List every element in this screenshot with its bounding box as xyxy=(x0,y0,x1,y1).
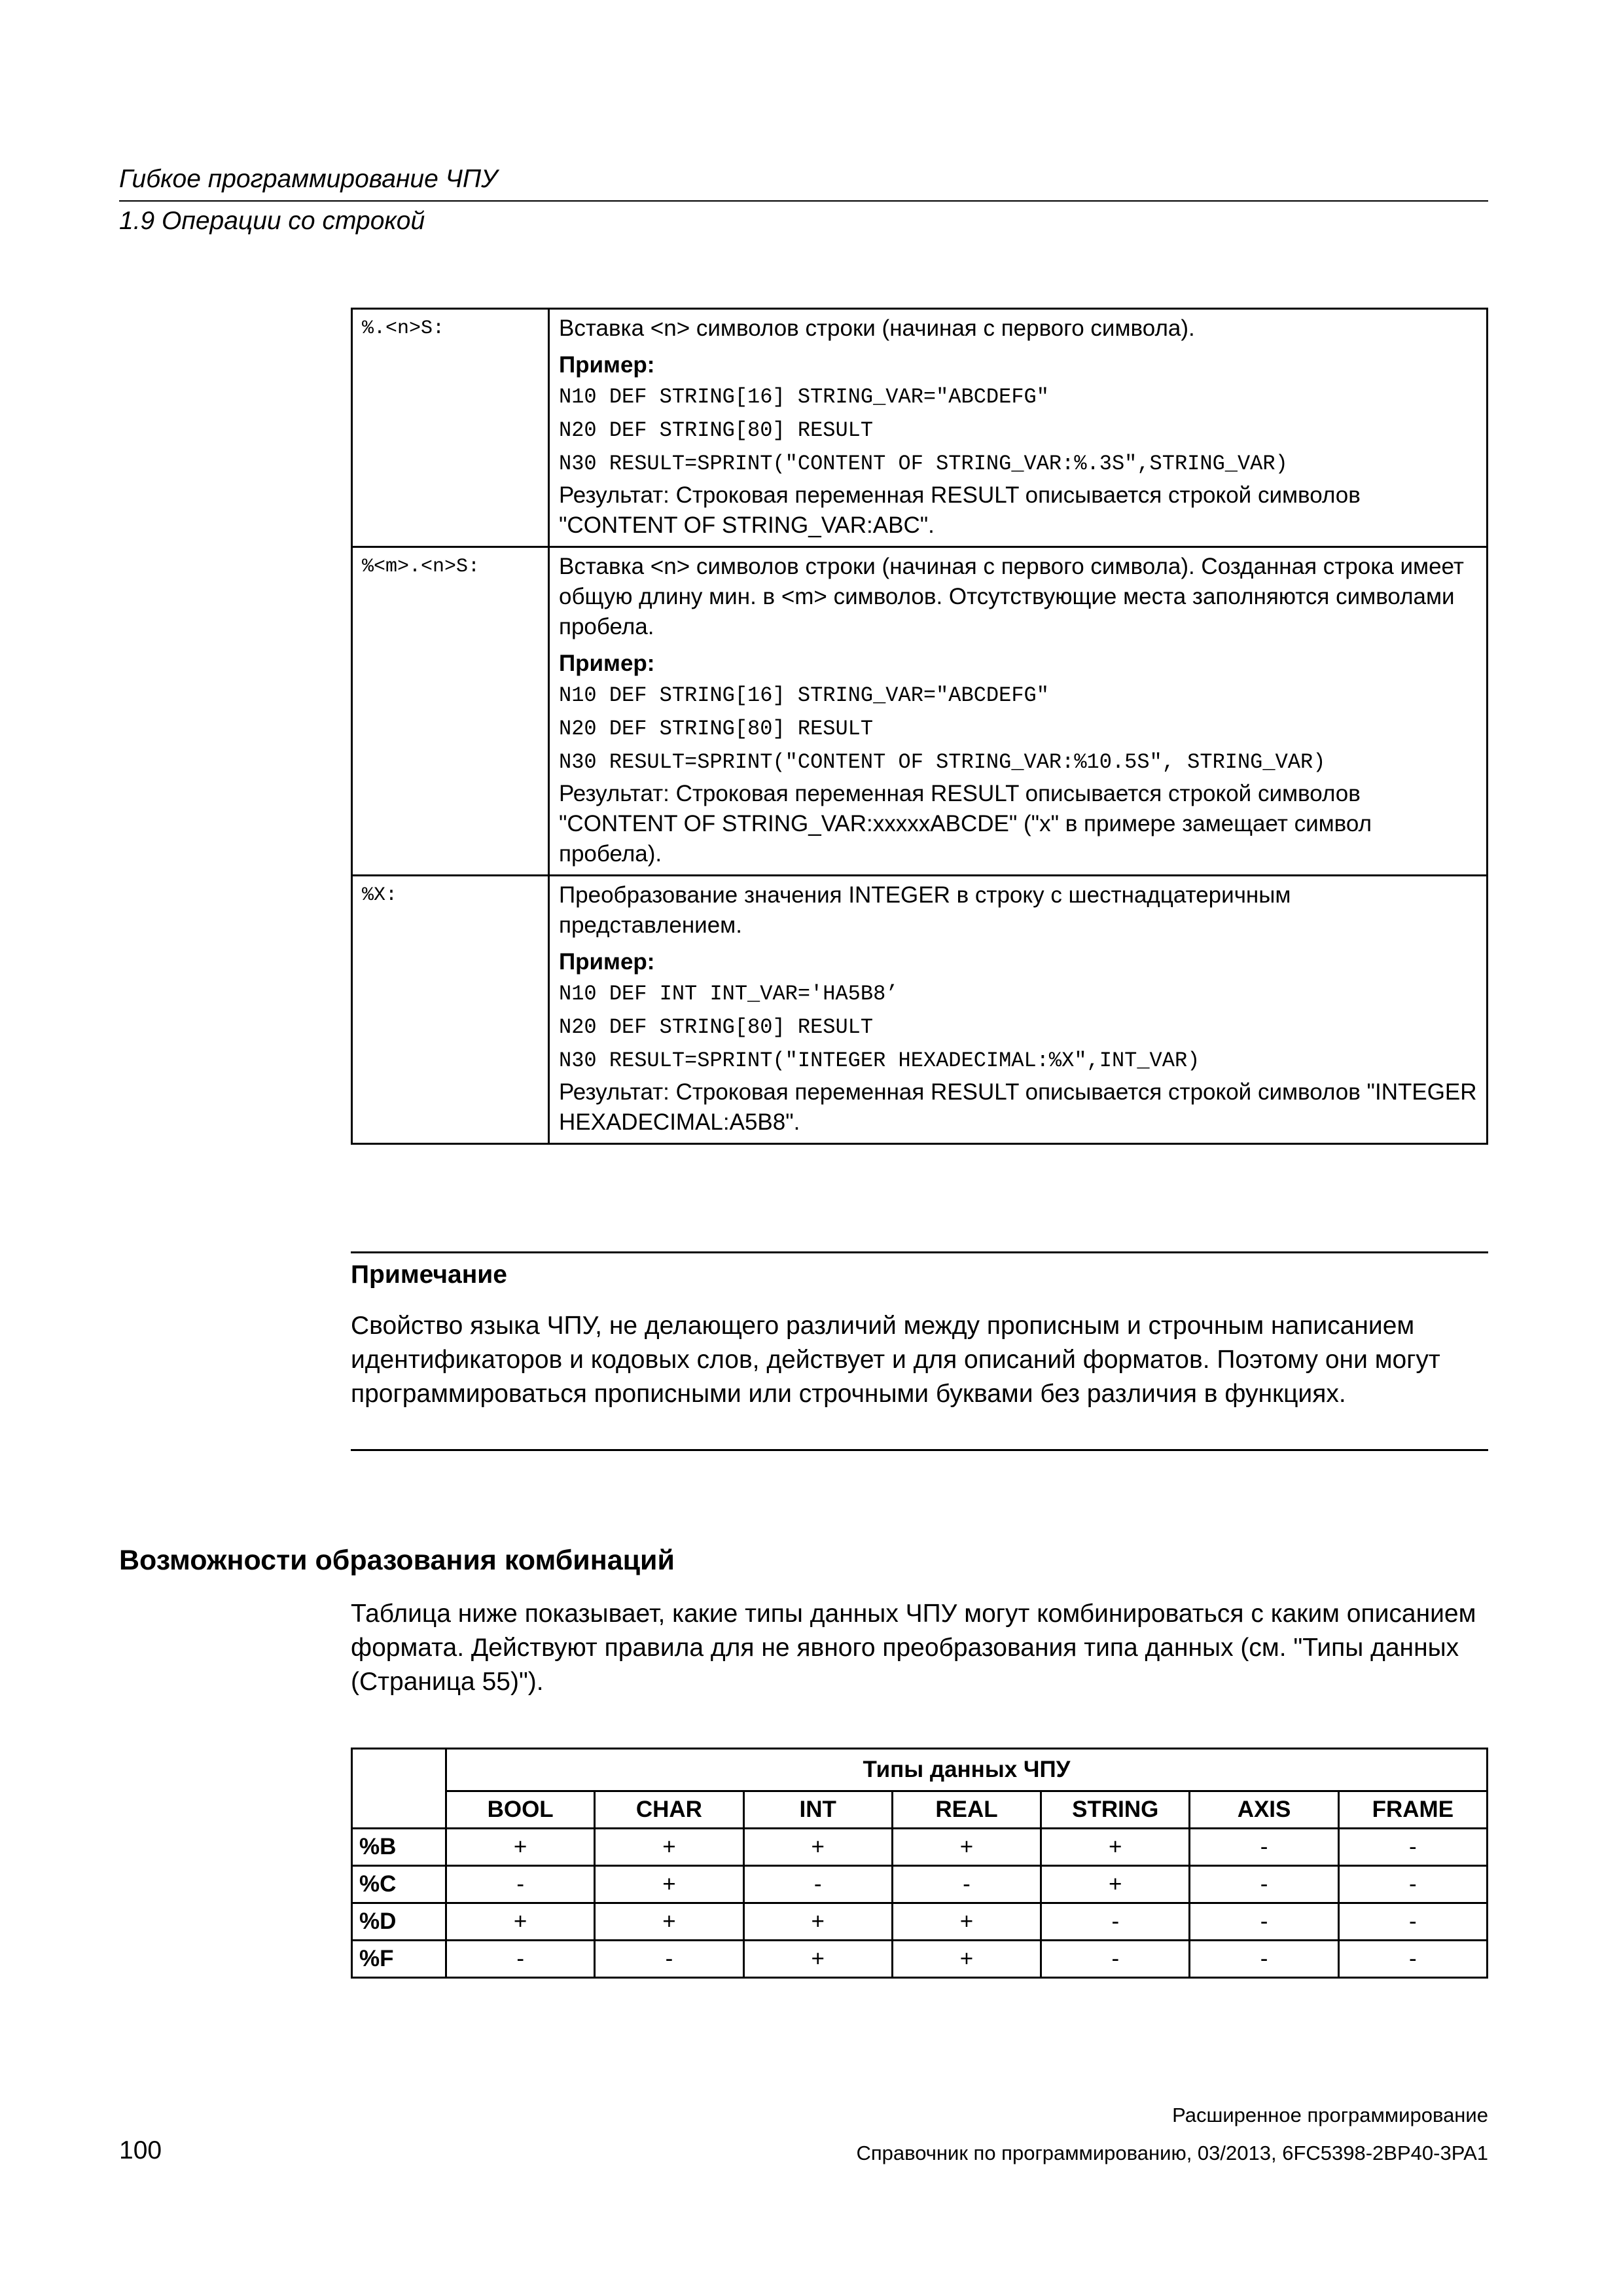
result-text: Результат: Строковая переменная RESULT описывается строкой символов "CONTENT OF STRING_VAR:ABC". xyxy=(559,482,1361,538)
code-line: N10 DEF STRING[16] STRING_VAR="ABCDEFG" xyxy=(559,385,1049,409)
table-cell: + xyxy=(892,1903,1041,1941)
running-header-title: Гибкое программирование ЧПУ xyxy=(119,165,498,193)
table-cell: + xyxy=(743,1829,892,1866)
table-cell: + xyxy=(595,1829,743,1866)
table-row xyxy=(352,1791,1488,1829)
row-header: %C xyxy=(352,1866,446,1903)
table-cell: + xyxy=(892,1829,1041,1866)
column-header: BOOL xyxy=(446,1791,595,1829)
code-line: N20 DEF STRING[80] RESULT xyxy=(559,1015,874,1039)
table-row xyxy=(352,547,1488,876)
intro-paragraph: Таблица ниже показывает, какие типы данных ЧПУ могут комбинироваться с каким описанием формата. Действуют правила для не явного преобразования типа данных (см. "Типы данных (Страница 55)"). xyxy=(351,1600,1476,1696)
result-text: Результат: Строковая переменная RESULT описывается строкой символов "INTEGER HEXADECIMAL:A5B8". xyxy=(559,1079,1477,1135)
format-description xyxy=(549,876,1488,1144)
table-cell: - xyxy=(743,1866,892,1903)
format-code: %<m>.<n>S: xyxy=(352,547,549,876)
format-description-table xyxy=(351,308,1488,1145)
table-row xyxy=(352,1866,1488,1903)
combination-table xyxy=(351,1748,1488,1979)
table-cell: + xyxy=(595,1903,743,1941)
table-row xyxy=(352,309,1488,547)
header-rule xyxy=(119,200,1488,202)
column-header: INT xyxy=(743,1791,892,1829)
result-text: Результат: Строковая переменная RESULT описывается строкой символов "CONTENT OF STRING_VAR:xxxxxABCDE" ("x" в примере замещает символ пробела). xyxy=(559,781,1372,867)
column-header: FRAME xyxy=(1338,1791,1487,1829)
table-cell: - xyxy=(1338,1829,1487,1866)
description-text: Преобразование значения INTEGER в строку с шестнадцатеричным представлением. xyxy=(559,882,1291,938)
code-line: N20 DEF STRING[80] RESULT xyxy=(559,717,874,741)
table-cell: - xyxy=(595,1941,743,1978)
corner-cell xyxy=(352,1749,446,1829)
example-label: Пример: xyxy=(559,352,655,378)
format-code: %X: xyxy=(352,876,549,1144)
code-line: N30 RESULT=SPRINT("INTEGER HEXADECIMAL:%X",INT_VAR) xyxy=(559,1049,1200,1073)
table-cell: + xyxy=(743,1903,892,1941)
footer-book-title: Расширенное программирование xyxy=(1172,2104,1488,2126)
note-top-rule xyxy=(351,1251,1488,1253)
row-header: %B xyxy=(352,1829,446,1866)
format-description xyxy=(549,547,1488,876)
table-cell: + xyxy=(892,1941,1041,1978)
table-cell: - xyxy=(1041,1903,1190,1941)
row-header: %F xyxy=(352,1941,446,1978)
table-cell: + xyxy=(1041,1866,1190,1903)
column-header: STRING xyxy=(1041,1791,1190,1829)
table-cell: - xyxy=(1190,1941,1338,1978)
column-header: CHAR xyxy=(595,1791,743,1829)
note-bottom-rule xyxy=(351,1449,1488,1451)
example-label: Пример: xyxy=(559,651,655,676)
code-line: N10 DEF STRING[16] STRING_VAR="ABCDEFG" xyxy=(559,683,1049,708)
table-cell: - xyxy=(1338,1903,1487,1941)
page-number: 100 xyxy=(119,2136,162,2164)
code-line: N30 RESULT=SPRINT("CONTENT OF STRING_VAR:%10.5S", STRING_VAR) xyxy=(559,750,1326,774)
code-line: N10 DEF INT INT_VAR='HA5B8’ xyxy=(559,982,899,1006)
table-cell: + xyxy=(1041,1829,1190,1866)
table-cell: + xyxy=(595,1866,743,1903)
table-cell: - xyxy=(1190,1903,1338,1941)
table-cell: + xyxy=(743,1941,892,1978)
table-cell: - xyxy=(1338,1866,1487,1903)
table-row xyxy=(352,1749,1488,1791)
table-row xyxy=(352,1941,1488,1978)
column-header: AXIS xyxy=(1190,1791,1338,1829)
table-row xyxy=(352,1829,1488,1866)
row-header: %D xyxy=(352,1903,446,1941)
format-code: %.<n>S: xyxy=(352,309,549,547)
note-body: Свойство языка ЧПУ, не делающего различий между прописным и строчным написанием идентификаторов и кодовых слов, действует и для описаний форматов. Поэтому они могут программироваться прописными или строчными буквами без различия в функциях. xyxy=(351,1312,1440,1408)
section-heading: Возможности образования комбинаций xyxy=(119,1545,675,1576)
table-cell: - xyxy=(446,1941,595,1978)
table-cell: + xyxy=(446,1903,595,1941)
note-title: Примечание xyxy=(351,1261,507,1289)
code-line: N20 DEF STRING[80] RESULT xyxy=(559,418,874,442)
table-cell: - xyxy=(1190,1829,1338,1866)
code-line: N30 RESULT=SPRINT("CONTENT OF STRING_VAR:%.3S",STRING_VAR) xyxy=(559,452,1288,476)
format-description xyxy=(549,309,1488,547)
table-cell: - xyxy=(1041,1941,1190,1978)
footer-manual-info: Справочник по программированию, 03/2013, 6FC5398-2BP40-3PA1 xyxy=(856,2142,1488,2164)
table-cell: - xyxy=(1338,1941,1487,1978)
table-row xyxy=(352,1903,1488,1941)
table-row xyxy=(352,876,1488,1144)
running-header-section: 1.9 Операции со строкой xyxy=(119,207,425,235)
table-cell: - xyxy=(892,1866,1041,1903)
description-text: Вставка <n> символов строки (начиная с первого символа). xyxy=(559,315,1195,341)
table-cell: + xyxy=(446,1829,595,1866)
column-header: REAL xyxy=(892,1791,1041,1829)
table-cell: - xyxy=(1190,1866,1338,1903)
example-label: Пример: xyxy=(559,949,655,975)
table-cell: - xyxy=(446,1866,595,1903)
description-text: Вставка <n> символов строки (начиная с первого символа). Созданная строка имеет общую длину мин. в <m> символов. Отсутствующие места заполняются символами пробела. xyxy=(559,554,1464,639)
group-header: Типы данных ЧПУ xyxy=(446,1749,1488,1791)
